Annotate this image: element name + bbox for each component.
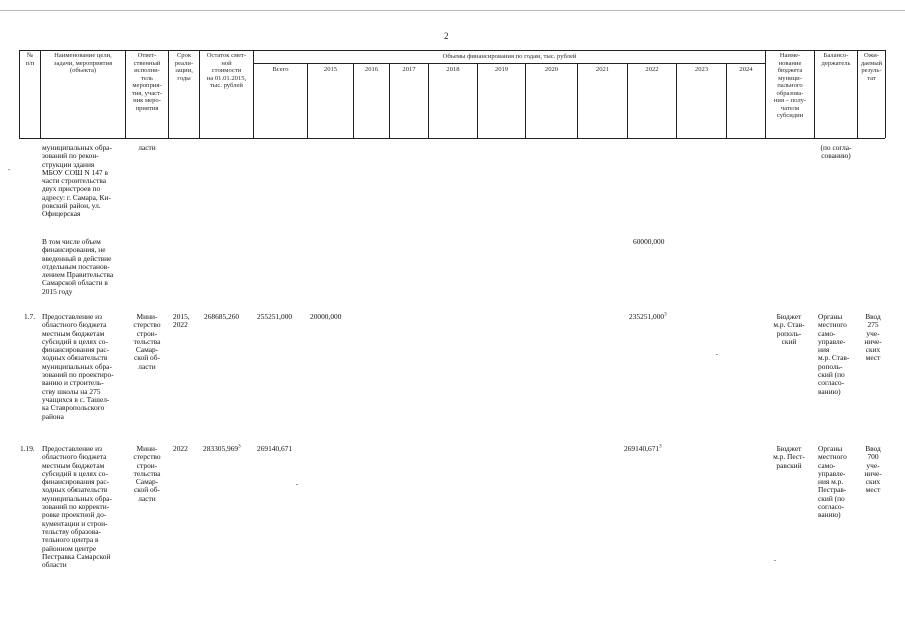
footnote-mark: 3: [664, 312, 667, 318]
page-number: 2: [444, 31, 449, 41]
header-year-2023: 2023: [694, 66, 709, 73]
continuation-responsible: ласти: [138, 143, 156, 152]
header-expected-result: Ожи- даемый резуль- тат: [860, 52, 883, 82]
row-holder: Органы местного само- управле- ния м.р. Пестрав- ский (по согласо- ванию): [818, 444, 847, 520]
scan-speck: [774, 560, 776, 561]
header-municipal-budget: Наиме- нование бюджета муници- пального образова- ния – полу- чателя субсидии: [773, 52, 807, 119]
footnote-mark: 3: [659, 444, 662, 450]
row-total: 269140,671: [257, 444, 293, 453]
row-name: Предоставление из областного бюджета местным бюджетам субсидий в целях со- финансирования рас- ходных обязательств муниципальных обра- зований по проектиро- ванию и строитель- ству школы на 275 учащихся в с. Ташел- ка Ставропольского района: [42, 312, 114, 421]
header-name: Наименование цели, задачи, мероприятия (объекта): [53, 52, 113, 74]
header-year-2024: 2024: [739, 66, 753, 73]
row-holder: Органы местного само- управле- ния м.р. Став- рополь- ский (по согласо- ванию): [818, 312, 850, 396]
row-budget: Бюджет м.р. Пест- равский: [773, 444, 805, 470]
header-year-2015: 2015: [323, 66, 338, 73]
row-residual-cost: 268685,260: [204, 312, 240, 321]
subrow-value-2022: 60000,000: [633, 237, 665, 246]
top-border-line: [0, 10, 905, 11]
row-responsible: Мини- стерство строи- тельства Самар- ской об- ласти: [133, 444, 161, 503]
row-number: 1.19.: [20, 444, 35, 453]
subrow-name: В том числе объем финансирования, не введенный в действие отдельным постанов- лением Правительства Самарской области в 2015 году: [42, 237, 114, 296]
row-period: 2022: [173, 444, 188, 453]
continuation-holder: (по согла- сованию): [820, 143, 852, 161]
footnote-mark: 3: [238, 444, 241, 450]
header-year-2017: 2017: [402, 66, 416, 73]
row-value-2022: 235251,000$^3$: [629, 312, 667, 321]
row-budget: Бюджет м.р. Став- рополь- ский: [773, 312, 805, 346]
header-year-2019: 2019: [494, 66, 509, 73]
scan-speck: [716, 354, 718, 355]
header-no: № п/п: [25, 52, 35, 67]
header-year-2016: 2016: [364, 66, 379, 73]
header-year-2018: 2018: [446, 66, 460, 73]
row-value-2015: 20000,000: [310, 312, 342, 321]
header-residual-cost: Остаток смет- ной стоимости на 01.01.2015, тыс. рублей: [206, 52, 247, 89]
scan-speck: [296, 484, 298, 485]
header-year-2020: 2020: [544, 66, 559, 73]
header-year-2022: 2022: [645, 66, 659, 73]
row-total: 255251,000: [257, 312, 293, 321]
header-year-2021: 2021: [595, 66, 610, 73]
header-responsible: Ответ- ственный исполни- тель мероприя- тия, участ- ник меро- приятия: [131, 52, 163, 112]
row-responsible: Мини- стерство строи- тельства Самар- ской об- ласти: [133, 312, 161, 371]
row-residual-cost: 283305,969$^3$: [203, 444, 241, 453]
row-name: Предоставление из областного бюджета местным бюджетам субсидий в целях со- финансирования рас- ходных обязательств муниципальных обра- зований по корректи- ровке проектной до- кументации и строи- тельству образова- тельного центра в районном центре Пестравка Самарской области: [42, 444, 112, 570]
row-period: 2015, 2022: [173, 312, 190, 330]
header-year-total: Всего: [272, 66, 289, 73]
header-period: Срок реали- зации, годы: [174, 52, 194, 82]
row-value-2022: 269140,671$^3$: [624, 444, 662, 453]
header-financing-title: Объемы финансирования по годам, тыс. рублей: [442, 53, 577, 60]
scan-speck: [8, 169, 10, 170]
continuation-name: муниципальных обра- зований по рекон- струкции здания МБОУ СОШ N 147 в части строительства двух пристроев по адресу: г. Самара, Ки- ровский район, ул. Офицерская: [42, 143, 112, 219]
header-holder: Балансо- держатель: [821, 52, 851, 67]
row-result: Ввод 700 уче- ниче- ских мест: [864, 444, 882, 495]
row-result: Ввод 275 уче- ниче- ских мест: [864, 312, 882, 363]
row-number: 1.7.: [24, 312, 36, 321]
